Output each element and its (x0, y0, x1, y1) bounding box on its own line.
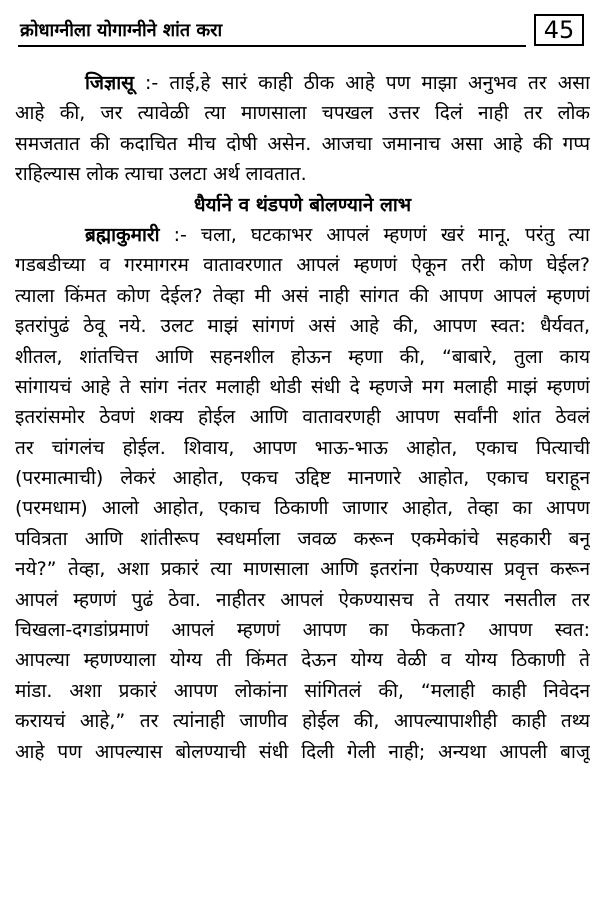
paragraph-line: चिखला-दगडांप्रमाणं आपलं म्हणणं आपण का फेकता? आपण स्वत: (15, 619, 590, 642)
paragraph-line: जिज्ञासू :- ताई,हे सारं काही ठीक आहे पण माझा अनुभव तर असा (85, 72, 590, 94)
page-body (15, 68, 590, 767)
paragraph-line: मांडा. अशा प्रकारं आपण लोकांना सांगितलं की, “मलाही काही निवेदन (15, 679, 590, 702)
speaker-label: जिज्ञासू (85, 72, 134, 94)
paragraph-line: ब्रह्माकुमारी :- चला, घटकाभर आपलं म्हणणं खरं मानू. परंतु त्या (85, 223, 590, 246)
paragraph-line: आपलं म्हणणं पुढं ठेवा. नाहीतर आपलं ऐकण्यासच ते तयार नसतील तर (15, 588, 590, 611)
speaker-label: ब्रह्माकुमारी (85, 223, 160, 246)
paragraph-line: गडबडीच्या व गरमागरम वातावरणात आपलं म्हणणं ऐकून तरी कोण घेईल? (15, 254, 590, 277)
running-title: क्रोधाग्नीला योगाग्नीने शांत करा (20, 20, 223, 41)
paragraph-line: आहे पण आपल्यास बोलण्याची संधी दिली गेली नाही; अन्यथा आपली बाजू (15, 740, 590, 763)
page-header (18, 14, 584, 48)
paragraph-line: नये?” तेव्हा, अशा प्रकारं त्या माणसाला आणि इतरांना ऐकण्यास प्रवृत्त करून (15, 558, 590, 581)
paragraph-line: राहिल्यास लोक त्याचा उलटा अर्थ लावतात. (15, 163, 307, 186)
paragraph-line: इतरांपुढं ठेवू नये. उलट माझं सांगणं असं आहे की, आपण स्वत: धैर्यवत, (15, 315, 590, 338)
paragraph-line: तर चांगलंच होईल. शिवाय, आपण भाऊ-भाऊ आहोत, एकाच पित्याची (15, 436, 590, 459)
paragraph-line: आपल्या म्हणण्याला योग्य ती किंमत देऊन योग्य वेळी व योग्य ठिकाणी ते (15, 649, 590, 672)
page-number: 45 (534, 14, 584, 46)
section-heading: धैर्याने व थंडपणे बोलण्याने लाभ (193, 193, 412, 216)
paragraph-line: करायचं आहे,” तर त्यांनाही जाणीव होईल की, आपल्यापाशीही काही तथ्य (15, 710, 590, 733)
paragraph-line: त्याला किंमत कोण देईल? तेव्हा मी असं नाही सांगत की आपण आपलं म्हणणं (15, 284, 590, 307)
paragraph-line: आहे की, जर त्यावेळी त्या माणसाला चपखल उत्तर दिलं नाही तर लोक (15, 102, 590, 125)
paragraph-line: शीतल, शांतचित्त आणि सहनशील होऊन म्हणा की, “बाबारे, तुला काय (15, 345, 590, 368)
paragraph-line: सांगायचं आहे ते सांग नंतर मलाही थोडी संधी दे म्हणजे मग मलाही माझं म्हणणं (15, 375, 590, 398)
header-rule (18, 45, 526, 47)
paragraph-line: (परमात्माची) लेकरं आहोत, एकच उद्दिष्ट मानणारे आहोत, एकाच घराहून (15, 467, 590, 490)
paragraph-line: इतरांसमोर ठेवणं शक्य होईल आणि वातावरणही आपण सर्वांनी शांत ठेवलं (15, 406, 590, 429)
paragraph-line: (परमधाम) आलो आहोत, एकाच ठिकाणी जाणार आहोत, तेव्हा का आपण (15, 497, 590, 520)
paragraph-line: पवित्रता आणि शांतीरूप स्वधर्माला जवळ करून एकमेकांचे सहकारी बनू (15, 527, 590, 550)
paragraph-line: समजतात की कदाचित मीच दोषी असेन. आजचा जमानाच असा आहे की गप्प (15, 132, 590, 155)
